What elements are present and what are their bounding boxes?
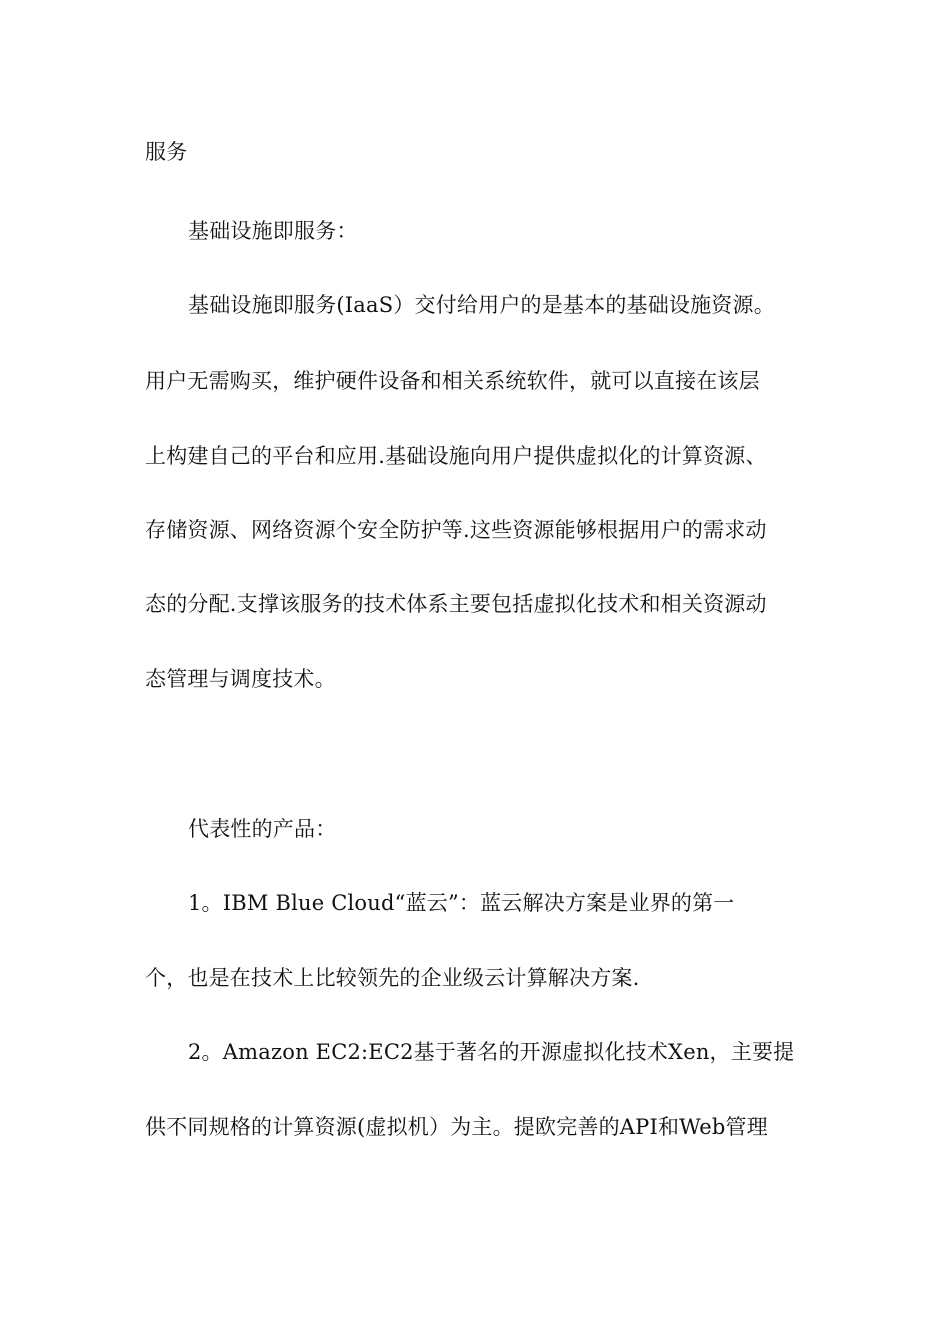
paragraph-line: 基础设施即服务(IaaS）交付给用户的是基本的基础设施资源。: [188, 293, 775, 317]
list-item-line: 供不同规格的计算资源(虚拟机）为主。提欧完善的API和Web管理: [145, 1115, 768, 1139]
list-item-line: 2。Amazon EC2:EC2基于著名的开源虚拟化技术Xen，主要提: [188, 1040, 795, 1064]
paragraph-line: 用户无需购买，维护硬件设备和相关系统软件，就可以直接在该层: [145, 369, 760, 393]
paragraph-line: 存储资源、网络资源个安全防护等.这些资源能够根据用户的需求动: [145, 518, 767, 542]
list-item-line: 1。IBM Blue Cloud“蓝云”：蓝云解决方案是业界的第一: [188, 891, 735, 915]
paragraph-line: 态管理与调度技术。: [145, 667, 336, 691]
section-heading: 服务: [145, 140, 188, 164]
subsection-heading: 代表性的产品：: [188, 817, 337, 841]
paragraph-line: 上构建自己的平台和应用.基础设施向用户提供虚拟化的计算资源、: [145, 444, 767, 468]
paragraph-line: 态的分配.支撑该服务的技术体系主要包括虚拟化技术和相关资源动: [145, 592, 767, 616]
subsection-heading: 基础设施即服务：: [188, 219, 358, 243]
list-item-line: 个，也是在技术上比较领先的企业级云计算解决方案.: [145, 966, 640, 990]
